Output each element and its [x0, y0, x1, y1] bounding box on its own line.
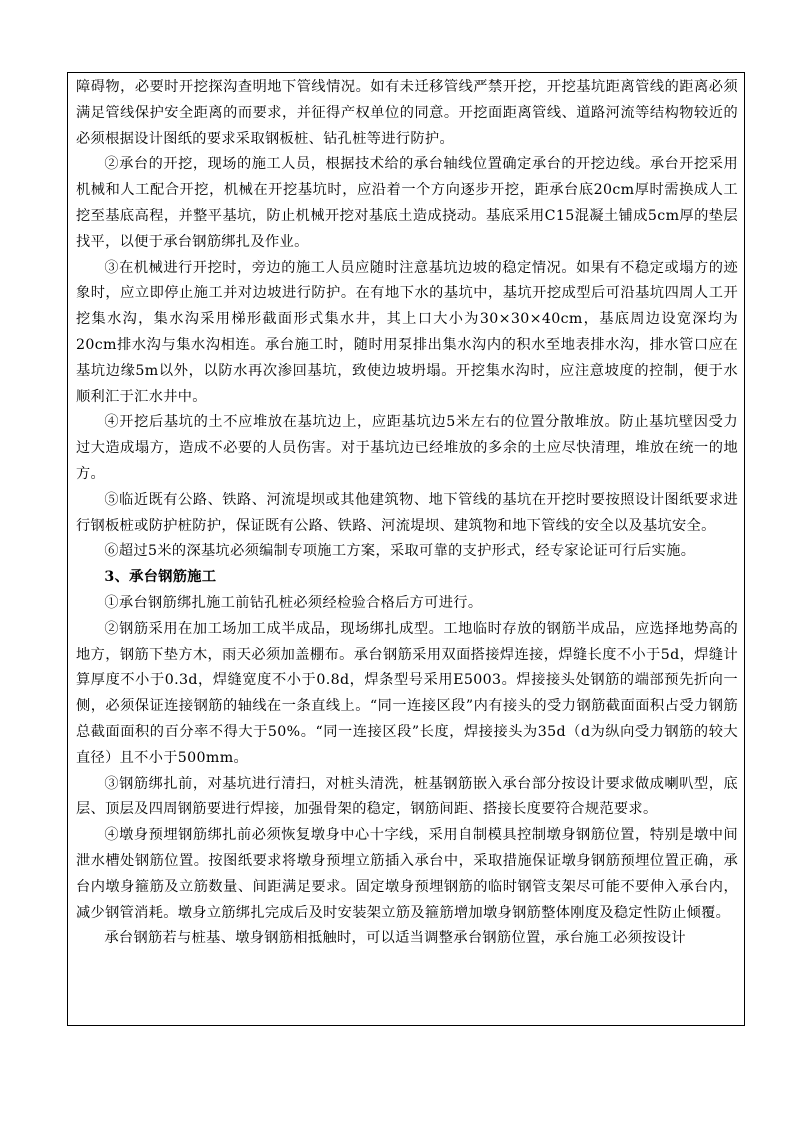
paragraph: ④墩身预埋钢筋绑扎前必须恢复墩身中心十字线，采用自制模具控制墩身钢筋位置，特别是墩中间泄水槽处钢筋位置。按图纸要求将墩身预埋立筋插入承台中，采取措施保证墩身钢筋预埋位置正确，承台内墩身箍筋及立筋数量、间距满足要求。固定墩身预埋钢筋的临时钢管支架尽可能不要伸入承台内，减少钢管消耗。墩身立筋绑扎完成后及时安装架立筋及箍筋增加墩身钢筋整体刚度及稳定性防止倾覆。 [76, 827, 738, 921]
paragraph: ③钢筋绑扎前，对基坑进行清扫，对桩头清洗，桩基钢筋嵌入承台部分按设计要求做成喇叭型，底层、顶层及四周钢筋要进行焊接，加强骨架的稳定，钢筋间距、搭接长度要符合规范要求。 [76, 775, 738, 818]
document-table-cell [67, 72, 745, 1026]
paragraph: ②钢筋采用在加工场加工成半成品，现场绑扎成型。工地临时存放的钢筋半成品，应选择地势高的地方，钢筋下垫方木，雨天必须加盖棚布。承台钢筋采用双面搭接焊连接，焊缝长度不小于5d，焊缝计算厚度不小于0.3d，焊缝宽度不小于0.8d，焊条型号采用E5003。焊接接头处钢筋的端部预先折向一侧，必须保证连接钢筋的轴线在一条直线上。“同一连接区段”内有接头的受力钢筋截面面积占受力钢筋总截面面积的百分率不得大于50%。“同一连接区段”长度，焊接接头为35d（d为纵向受力钢筋的较大直径）且不小于500mm。 [76, 620, 738, 766]
paragraph: 承台钢筋若与桩基、墩身钢筋相抵触时，可以适当调整承台钢筋位置，承台施工必须按设计 [104, 930, 686, 947]
paragraph: 障碍物，必要时开挖探沟查明地下管线情况。如有未迁移管线严禁开挖，开挖基坑距离管线的距离必须满足管线保护安全距离的而要求，并征得产权单位的同意。开挖面距离管线、道路河流等结构物较近的必须根据设计图纸的要求采取钢板桩、钻孔桩等进行防护。 [76, 79, 738, 147]
section-heading: 3、承台钢筋施工 [104, 569, 217, 586]
document-body [76, 75, 738, 952]
paragraph: ③在机械进行开挖时，旁边的施工人员应随时注意基坑边坡的稳定情况。如果有不稳定或塌方的迹象时，应立即停止施工并对边坡进行防护。在有地下水的基坑中，基坑开挖成型后可沿基坑四周人工开挖集水沟，集水沟采用梯形截面形式集水井，其上口大小为30×30×40cm，基底周边设宽深均为20cm排水沟与集水沟相连。承台施工时，随时用泵排出集水沟内的积水至地表排水沟，排水管口应在基坑边缘5m以外，以防水再次渗回基坑，致使边坡坍塌。开挖集水沟时，应注意坡度的控制，便于水顺利汇于汇水井中。 [76, 259, 738, 405]
paragraph: ⑥超过5米的深基坑必须编制专项施工方案，采取可靠的支护形式，经专家论证可行后实施。 [104, 543, 696, 560]
paragraph: ⑤临近既有公路、铁路、河流堤坝或其他建筑物、地下管线的基坑在开挖时要按照设计图纸要求进行钢板桩或防护桩防护，保证既有公路、铁路、河流堤坝、建筑物和地下管线的安全以及基坑安全。 [76, 491, 738, 534]
paragraph: ④开挖后基坑的土不应堆放在基坑边上，应距基坑边5米左右的位置分散堆放。防止基坑壁因受力过大造成塌方，造成不必要的人员伤害。对于基坑边已经堆放的多余的土应尽快清理，堆放在统一的地方。 [76, 414, 738, 482]
paragraph: ②承台的开挖，现场的施工人员，根据技术给的承台轴线位置确定承台的开挖边线。承台开挖采用机械和人工配合开挖，机械在开挖基坑时，应沿着一个方向逐步开挖，距承台底20cm厚时需换成人工挖至基底高程，并整平基坑，防止机械开挖对基底土造成挠动。基底采用C15混凝土铺成5cm厚的垫层找平，以便于承台钢筋绑扎及作业。 [76, 156, 738, 250]
paragraph: ①承台钢筋绑扎施工前钻孔桩必须经检验合格后方可进行。 [104, 594, 483, 611]
